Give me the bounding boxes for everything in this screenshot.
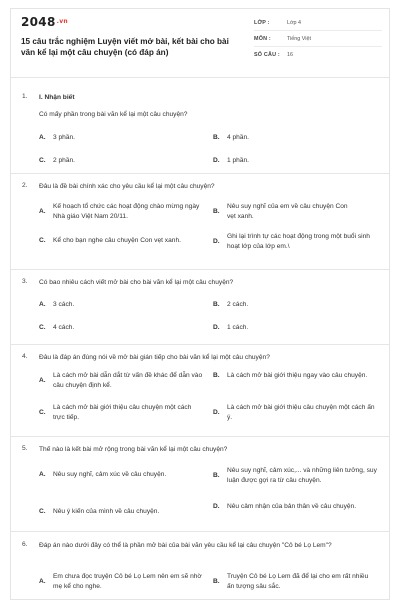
option-a[interactable]	[39, 572, 203, 592]
option-text: Nêu suy nghĩ, cảm xúc về câu chuyện.	[53, 471, 167, 478]
site-logo[interactable]	[21, 15, 68, 29]
option-d[interactable]	[213, 232, 377, 252]
option-text: Kế hoạch tổ chức các hoạt động chào mừng ngày Nhà giáo Việt Nam 20/11.	[53, 203, 200, 220]
option-text: 3 phần.	[53, 134, 75, 141]
question-text: I. Nhận biết	[39, 94, 75, 101]
logo-suffix: .vn	[56, 18, 68, 25]
option-letter: A.	[39, 471, 46, 478]
option-text: Nêu suy nghĩ, cảm xúc,... và những liên tưởng, suy luận được gợi ra từ câu chuyện.	[227, 467, 377, 484]
option-a[interactable]	[39, 470, 203, 480]
option-text: 4 phần.	[227, 134, 249, 141]
option-c[interactable]	[39, 323, 203, 333]
option-text: 2 phần.	[53, 157, 75, 164]
option-letter: B.	[213, 578, 220, 585]
option-b[interactable]	[213, 202, 355, 222]
meta-info	[254, 15, 382, 63]
option-d[interactable]	[213, 502, 377, 512]
option-letter: B.	[213, 472, 220, 479]
option-letter: A.	[39, 578, 46, 585]
option-c[interactable]	[39, 156, 203, 166]
question-2	[11, 173, 390, 269]
meta-row-count	[254, 47, 382, 63]
option-letter: C.	[39, 237, 46, 244]
option-letter: A.	[39, 301, 46, 308]
meta-value: 16	[287, 52, 293, 58]
option-text: Là cách mở bài giới thiệu ngay vào câu chuyện.	[227, 372, 368, 379]
meta-key: SỐ CÂU :	[254, 52, 280, 58]
option-text: Là cách mở bài giới thiệu câu chuyện một cách trực tiếp.	[53, 404, 192, 421]
option-b[interactable]	[213, 133, 377, 143]
option-d[interactable]	[213, 403, 377, 423]
option-d[interactable]	[213, 323, 377, 333]
document-title: 15 câu trắc nghiệm Luyện viết mở bài, kết bài cho bài văn kể lại một câu chuyện (có đáp án)	[21, 37, 229, 57]
question-number: 5.	[22, 445, 28, 452]
question-6	[11, 531, 390, 600]
option-text: 1 phần.	[227, 157, 249, 164]
option-text: Nêu ý kiến của mình về câu chuyện.	[53, 508, 160, 515]
option-text: Kể cho bạn nghe câu chuyện Con vẹt xanh.	[53, 237, 181, 244]
option-a[interactable]	[39, 371, 203, 391]
option-letter: C.	[39, 157, 46, 164]
question-1	[11, 77, 390, 173]
option-text: Nêu suy nghĩ của em về câu chuyện Con vẹt xanh.	[227, 203, 348, 220]
option-text: Ghi lại trình tự các hoạt động trong một buổi sinh hoạt lớp của lớp em.\	[227, 233, 370, 250]
meta-row-class	[254, 15, 382, 31]
question-4	[11, 344, 390, 436]
question-number: 4.	[22, 353, 28, 360]
option-letter: A.	[39, 208, 46, 215]
option-text: Là cách mở bài giới thiệu câu chuyện một cách ấn ý.	[227, 404, 375, 421]
option-a[interactable]	[39, 300, 203, 310]
question-text: Có bao nhiêu cách viết mở bài cho bài văn kể lại một câu chuyện?	[39, 279, 234, 286]
option-text: Truyện Cô bé Lọ Lem đã để lại cho em rất nhiều ấn tượng sâu sắc.	[227, 573, 369, 590]
option-letter: C.	[39, 508, 46, 515]
option-a[interactable]	[39, 202, 203, 222]
question-text: Đáp án nào dưới đây có thể là phần mở bài của bài văn yêu cầu kể lại câu chuyện "Cô bé Lọ Lem"?	[39, 542, 332, 549]
logo-text: 2048	[21, 15, 56, 29]
meta-key: MÔN :	[254, 35, 271, 42]
option-letter: D.	[213, 157, 220, 164]
option-letter: D.	[213, 324, 220, 331]
question-number: 1.	[22, 93, 28, 100]
option-text: 1 cách.	[227, 324, 249, 331]
question-text: Thế nào là kết bài mở rộng trong bài văn kể lại một câu chuyện?	[39, 446, 228, 453]
question-number: 2.	[22, 182, 28, 189]
question-number: 6.	[22, 541, 28, 548]
option-c[interactable]	[39, 507, 203, 517]
option-letter: C.	[39, 409, 46, 416]
option-a[interactable]	[39, 133, 203, 143]
option-b[interactable]	[213, 300, 377, 310]
option-text: 4 cách.	[53, 324, 75, 331]
document-page	[10, 8, 390, 600]
option-b[interactable]	[213, 572, 377, 592]
question-3	[11, 269, 390, 344]
option-text: Là cách mở bài dẫn dắt từ vấn đề khác để dẫn vào câu chuyện định kể.	[53, 372, 203, 389]
option-letter: D.	[213, 409, 220, 416]
question-text: Đâu là đề bài chính xác cho yêu cầu kể lại một câu chuyện?	[39, 183, 215, 190]
meta-value: Tiếng Việt	[287, 35, 311, 42]
option-c[interactable]	[39, 403, 203, 423]
option-letter: C.	[39, 324, 46, 331]
option-text: 3 cách.	[53, 301, 75, 308]
option-letter: A.	[39, 377, 46, 384]
meta-row-subject	[254, 31, 382, 47]
option-b[interactable]	[213, 371, 377, 381]
option-text: 2 cách.	[227, 301, 249, 308]
option-d[interactable]	[213, 156, 377, 166]
option-c[interactable]	[39, 236, 223, 246]
option-letter: A.	[39, 134, 46, 141]
option-letter: D.	[213, 503, 220, 510]
option-letter: B.	[213, 208, 220, 215]
question-number: 3.	[22, 278, 28, 285]
header	[11, 9, 390, 69]
question-subtext: Có mấy phần trong bài văn kể lại một câu chuyện?	[39, 111, 188, 118]
option-text: Em chưa đọc truyện Cô bé Lọ Lem nên em sẽ nhờ mẹ kể cho nghe.	[53, 573, 202, 590]
meta-key: LỚP :	[254, 19, 270, 26]
option-letter: B.	[213, 372, 220, 379]
option-letter: B.	[213, 301, 220, 308]
question-5	[11, 436, 390, 531]
meta-value: Lớp 4	[287, 19, 302, 26]
option-letter: D.	[213, 238, 220, 245]
option-letter: B.	[213, 134, 220, 141]
option-text: Nêu cảm nhận của bản thân về câu chuyện.	[227, 503, 357, 510]
question-text: Đâu là đáp án đúng nói về mở bài gián tiếp cho bài văn kể lại một câu chuyện?	[39, 354, 270, 361]
option-b[interactable]	[213, 466, 377, 486]
